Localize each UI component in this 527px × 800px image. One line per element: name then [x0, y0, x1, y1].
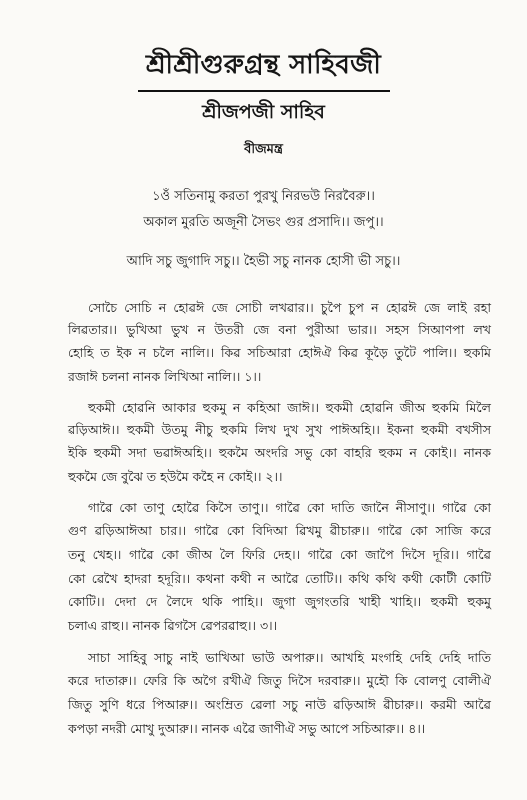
mul-mantar-line: অকাল মুরতি অজূনী সৈভং গুর প্রসাদি।। জপু।।: [143, 215, 384, 230]
stanza-3-line: গুণ ৱড়িআঈআ চার।। গাৱৈ কো বিদিআ ৱিখমু ৱীচারু।। গাৱৈ কো সাজি করে: [68, 523, 491, 538]
mul-mantar-line: আদি সচু জুগাদি সচু।। হৈভী সচু নানক হোসী ভী সচু।।: [126, 254, 401, 269]
stanza-1-line: সোচৈ সোচি ন হোৱঈ জে সোচী লখৱার।। চুপৈ চুপ ন হোৱঈ জে লাই রহা: [88, 300, 491, 315]
stanza-1-line: লিৱতার।। ভুখিআ ভুখ ন উতরী জে বনা পুরীআ ভার।। সহস সিআণপা লখ: [68, 322, 491, 337]
stanza-2-line: হুকমৈ জে বুঝৈ ত হউমৈ কহৈ ন কোই।। ২।।: [68, 469, 283, 484]
stanza-4-line: সাচা সাহিবু সাচু নাই ভাখিআ ভাউ অপারু।। আখহি মংগহি দেহি দেহি দাতি: [88, 650, 491, 665]
stanza-3-line: গাৱৈ কো তাণু হোৱৈ কিসৈ তাণু।। গাৱৈ কো দাতি জানৈ নীসাণু।। গাৱৈ কো: [88, 500, 491, 515]
stanza-2-line: ৱড়িআঈ।। হুকমী উতমু নীচু হুকমি লিখ দুখ সুখ পাঈঅহি।। ইকনা হুকমী বখসীস: [68, 422, 491, 437]
stanza-2-line: ইকি হুকমী সদা ভৱাঈঅহি।। হুকমৈ অংদরি সভু কো বাহরি হুকম ন কোই।। নানক: [68, 445, 491, 460]
stanza-4-line: কপড়া নদরী মোখু দুআরু।। নানক এৱৈ জাণীঐ সভু আপে সচিআরু।। ৪।।: [68, 721, 426, 736]
title-underline: [138, 90, 390, 92]
stanza-1-line: রজাঈ চলনা নানক লিখিআ নালি।। ১।।: [68, 369, 262, 384]
section-heading: বীজমন্ত্র: [244, 142, 283, 157]
page-title: শ্রীশ্রীগুরুগ্রন্থ সাহিবজী: [145, 50, 382, 80]
stanza-3-line: কোটি।। দেদা দে লৈদে থকি পাহি।। জুগা জুগংতরি খাহী খাহি।। হুকমী হুকমু: [68, 594, 491, 609]
mul-mantar-line: ১ওঁ সতিনামু করতা পুরখু নিরভউ নিরবৈরু।।: [152, 189, 375, 204]
stanza-1-line: হোহি ত ইক ন চলৈ নালি।। কিৱ সচিআরা হোঈঐ কিৱ কূড়ৈ তুটৈ পালি।। হুকমি: [68, 345, 491, 360]
stanza-3-line: চলাএ রাহু।। নানক ৱিগসৈ ৱেপরৱাহু।। ৩।।: [68, 618, 278, 633]
stanza-3-line: তনু খেহ।। গাৱৈ কো জীঅ লৈ ফিরি দেহ।। গাৱৈ কো জাপৈ দিসৈ দূরি।। গাৱৈ: [68, 547, 491, 562]
stanza-2-line: হুকমী হোৱনি আকার হুকমু ন কহিআ জাঈ।। হুকমী হোৱনি জীঅ হুকমি মিলৈ: [88, 400, 491, 415]
page-subtitle: শ্রীজপজী সাহিব: [202, 101, 325, 123]
stanza-4-line: করে দাতারু।। ফেরি কি অগৈ রখীঐ জিতু দিসৈ দরবারু।। মুহৌ কি বোলণু বোলীঐ: [68, 673, 491, 688]
stanza-4-line: জিতু সুণি ধরে পিআরু।। অংম্রিত ৱেলা সচু নাউ ৱড়িআঈ ৱীচারু।। করমী আৱৈ: [68, 697, 491, 712]
stanza-3-line: কো ৱেখৈ হাদরা হদূরি।। কথনা কথী ন আৱৈ তোটি।। কথি কথি কথী কোটী কোটি: [68, 571, 491, 586]
